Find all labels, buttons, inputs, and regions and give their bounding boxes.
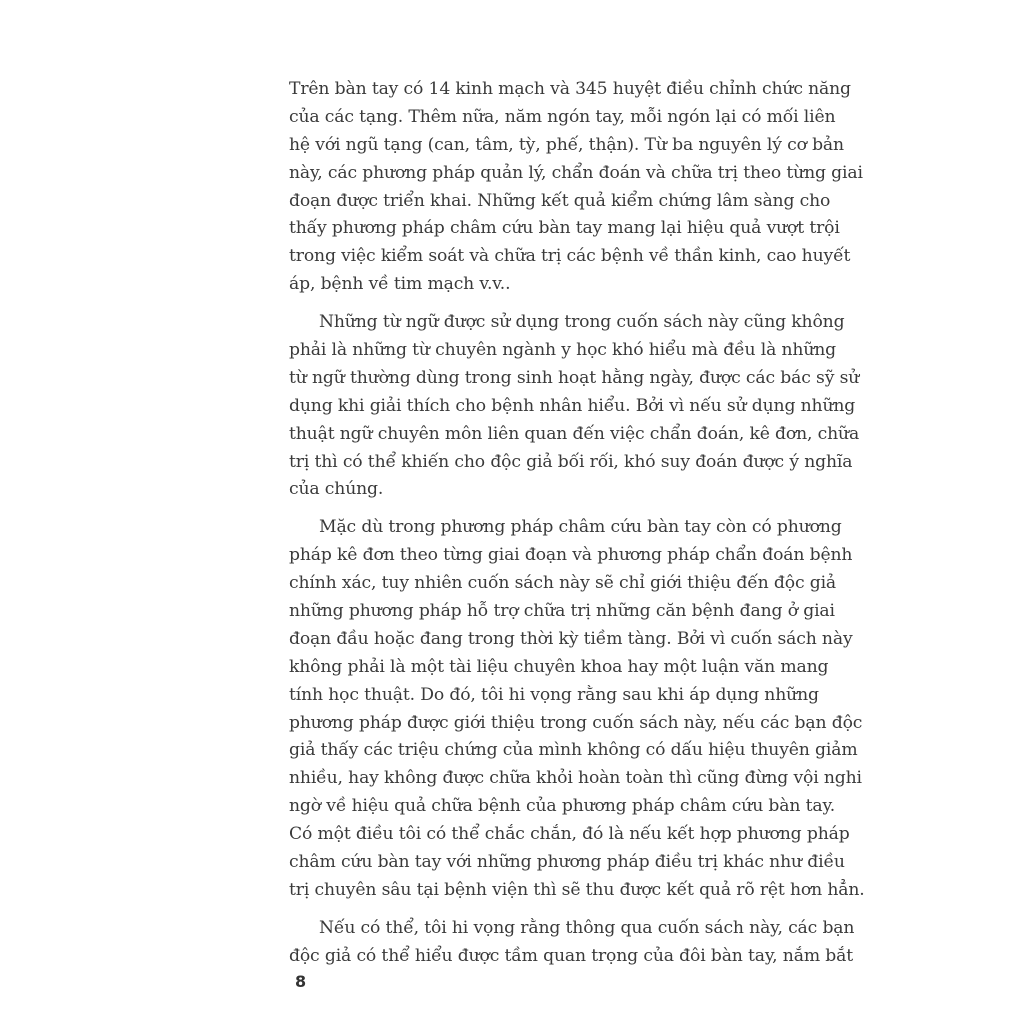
text-line: Nếu có thể, tôi hi vọng rằng thông qua cuốn sách này, các bạn [319, 917, 855, 938]
text-line: thấy phương pháp châm cứu bàn tay mang lại hiệu quả vượt trội [289, 218, 840, 239]
page-number: 8 [295, 972, 307, 991]
paragraph [289, 915, 855, 971]
text-line: phương pháp được giới thiệu trong cuốn sách này, nếu các bạn độc [289, 712, 863, 733]
text-line: đoạn được triển khai. Những kết quả kiểm chứng lâm sàng cho [289, 190, 831, 211]
text-line: giả thấy các triệu chứng của mình không có dấu hiệu thuyên giảm [289, 740, 858, 761]
paragraph [289, 514, 865, 904]
text-line: thuật ngữ chuyên môn liên quan đến việc chẩn đoán, kê đơn, chữa [289, 423, 860, 444]
text-line: Có một điều tôi có thể chắc chắn, đó là nếu kết hợp phương pháp [289, 824, 850, 845]
text-line: châm cứu bàn tay với những phương pháp điều trị khác như điều [289, 852, 845, 873]
text-line: pháp kê đơn theo từng giai đoạn và phương pháp chẩn đoán bệnh [289, 545, 853, 566]
text-line: tính học thuật. Do đó, tôi hi vọng rằng sau khi áp dụng những [289, 684, 819, 705]
text-line: Những từ ngữ được sử dụng trong cuốn sách này cũng không [319, 312, 845, 333]
text-line: những phương pháp hỗ trợ chữa trị những căn bệnh đang ở giai [289, 601, 835, 622]
text-line: chính xác, tuy nhiên cuốn sách này sẽ chỉ giới thiệu đến độc giả [289, 573, 837, 594]
text-line: ngờ về hiệu quả chữa bệnh của phương pháp châm cứu bàn tay. [289, 796, 836, 817]
text-line: không phải là một tài liệu chuyên khoa hay một luận văn mang [289, 656, 829, 677]
text-line: Mặc dù trong phương pháp châm cứu bàn tay còn có phương [319, 517, 842, 538]
text-line: Trên bàn tay có 14 kinh mạch và 345 huyệt điều chỉnh chức năng [289, 79, 851, 99]
text-line: đoạn đầu hoặc đang trong thời kỳ tiềm tàng. Bởi vì cuốn sách này [289, 628, 853, 649]
text-line: trị thì có thể khiến cho độc giả bối rối, khó suy đoán được ý nghĩa [289, 451, 853, 472]
text-line: áp, bệnh về tim mạch v.v.. [289, 274, 511, 295]
text-line: độc giả có thể hiểu được tầm quan trọng của đôi bàn tay, nắm bắt [289, 945, 853, 966]
paragraph [289, 76, 863, 299]
text-line: dụng khi giải thích cho bệnh nhân hiểu. Bởi vì nếu sử dụng những [289, 395, 856, 416]
text-line: từ ngữ thường dùng trong sinh hoạt hằng ngày, được các bác sỹ sử [289, 367, 860, 388]
text-line: hệ với ngũ tạng (can, tâm, tỳ, phế, thận). Từ ba nguyên lý cơ bản [289, 134, 844, 155]
paragraph [289, 309, 860, 504]
text-line: phải là những từ chuyên ngành y học khó hiểu mà đều là những [289, 340, 837, 361]
text-line: của chúng. [289, 479, 384, 500]
text-line: trị chuyên sâu tại bệnh viện thì sẽ thu được kết quả rõ rệt hơn hẳn. [289, 879, 865, 900]
text-line: của các tạng. Thêm nữa, năm ngón tay, mỗi ngón lại có mối liên [289, 106, 836, 127]
body-text [289, 76, 865, 971]
text-line: nhiều, hay không được chữa khỏi hoàn toàn thì cũng đừng vội nghi [289, 768, 862, 789]
text-line: này, các phương pháp quản lý, chẩn đoán và chữa trị theo từng giai [289, 162, 863, 183]
text-line: trong việc kiểm soát và chữa trị các bệnh về thần kinh, cao huyết [289, 246, 851, 267]
